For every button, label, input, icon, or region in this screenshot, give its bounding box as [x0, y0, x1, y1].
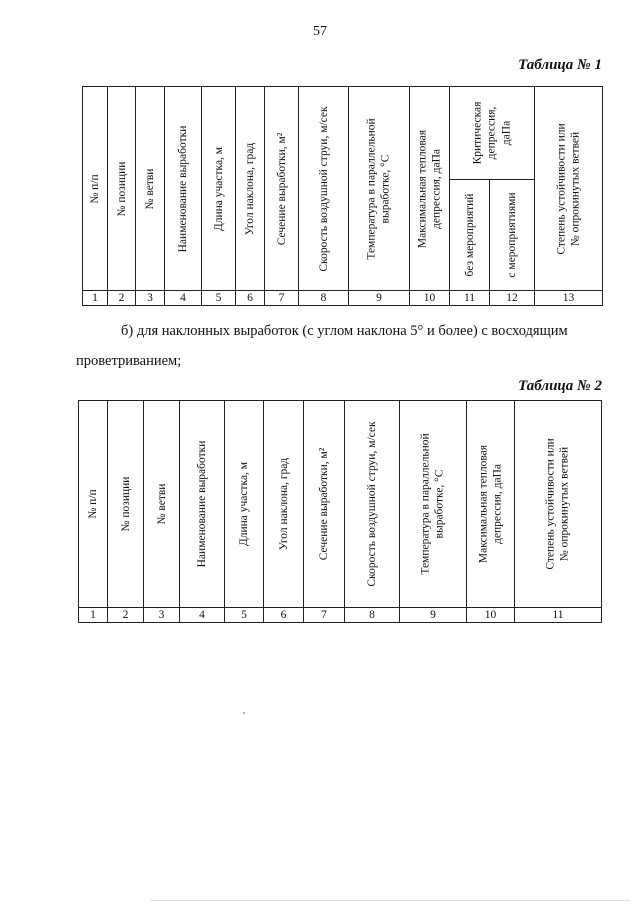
table-2-column-number: 9: [400, 608, 467, 623]
table-1-number-row: [83, 291, 603, 306]
table-1-header-text: Максимальная тепловая депрессия, даПа: [416, 129, 443, 248]
table-2-header-cell: [180, 401, 225, 608]
table-1-header-cell: [236, 87, 265, 291]
table-1-column-number: 2: [108, 291, 136, 306]
table-2-header-cell: [304, 401, 345, 608]
table-1-subheader-cell: [490, 180, 535, 291]
table-2-header-cell: [225, 401, 264, 608]
table-2-header-text: Угол наклона, град: [277, 457, 290, 551]
table-2-header-text: № ветви: [155, 483, 168, 525]
table-1-column-number: 11: [450, 291, 490, 306]
table-1-group-header-text: Критическая депрессия, даПа: [471, 101, 513, 165]
table-1-header-text: Скорость воздушной струи, м/сек: [317, 105, 330, 272]
scan-bottom-edge: [150, 900, 630, 905]
table-1-header-cell: [83, 87, 108, 291]
table-1-header-cell: [165, 87, 202, 291]
table-1-subheader-cell: [450, 180, 490, 291]
table-2-header-cell: [264, 401, 304, 608]
table-1-header-text: № позиции: [115, 161, 128, 216]
paragraph-line-2: проветриванием;: [76, 353, 182, 369]
table-1-column-number: 10: [410, 291, 450, 306]
table-1-subheader-text: с мероприятиями: [505, 192, 518, 278]
table-2-header-cell: [467, 401, 515, 608]
table-1-caption: Таблица № 1: [518, 57, 602, 73]
table-1-group-header-cell: [450, 87, 535, 180]
table-1-header-cell: [136, 87, 165, 291]
table-1: [82, 86, 603, 306]
table-2-header-text: № п/п: [86, 489, 99, 519]
table-1-header-cell: [349, 87, 410, 291]
table-1-header-text: Наименование выработки: [176, 125, 189, 252]
table-2-header-text: Максимальная тепловая депрессия, даПа: [477, 444, 504, 564]
table-2-column-number: 5: [225, 608, 264, 623]
table-2-header-cell: [345, 401, 400, 608]
table-2-header-text: Степень устойчивости или № опрокинутых ветвей: [544, 438, 571, 570]
table-2-header-text: Температура в параллельной выработке, °С: [419, 433, 446, 575]
table-1-header-cell: [535, 87, 603, 291]
table-1-column-number: 12: [490, 291, 535, 306]
table-2-number-row: [79, 608, 602, 623]
table-2-header-text: Сечение выработки, м²: [317, 447, 330, 561]
table-2-column-number: 3: [144, 608, 180, 623]
table-1-column-number: 6: [236, 291, 265, 306]
table-2-caption: Таблица № 2: [518, 378, 602, 394]
table-1-column-number: 3: [136, 291, 165, 306]
table-2-header-cell: [515, 401, 602, 608]
table-1-column-number: 1: [83, 291, 108, 306]
table-1-header-text: Длина участка, м: [212, 146, 225, 231]
table-2-header-text: Скорость воздушной струи, м/сек: [365, 421, 378, 587]
table-1-column-number: 8: [299, 291, 349, 306]
table-1-column-number: 13: [535, 291, 603, 306]
table-1-column-number: 7: [265, 291, 299, 306]
scan-speck: [243, 712, 245, 714]
paragraph-line-1: б) для наклонных выработок (с углом наклона 5° и более) с восходящим: [121, 323, 568, 339]
table-2-header-cell: [79, 401, 108, 608]
table-1-subheader-text: без мероприятий: [463, 193, 476, 277]
table-1-header-cell: [108, 87, 136, 291]
table-2-header-text: Наименование выработки: [195, 440, 208, 568]
table-1-header-cell: [299, 87, 349, 291]
table-2-column-number: 1: [79, 608, 108, 623]
table-1-header-text: № п/п: [88, 173, 101, 204]
table-2-column-number: 6: [264, 608, 304, 623]
table-2-header-cell: [144, 401, 180, 608]
table-1-column-number: 9: [349, 291, 410, 306]
table-1-header-text: Угол наклона, град: [243, 142, 256, 235]
table-1-header-text: Сечение выработки, м²: [275, 132, 288, 245]
table-2-column-number: 4: [180, 608, 225, 623]
table-1-column-number: 4: [165, 291, 202, 306]
table-2-header-text: № позиции: [119, 476, 132, 532]
table-1-header-cell: [410, 87, 450, 291]
table-1-header-text: № ветви: [143, 168, 156, 209]
table-2-header-cell: [108, 401, 144, 608]
table-2-column-number: 2: [108, 608, 144, 623]
table-1-column-number: 5: [202, 291, 236, 306]
table-2-column-number: 10: [467, 608, 515, 623]
table-2: [78, 400, 602, 623]
table-1-header-cell: [202, 87, 236, 291]
table-2-column-number: 11: [515, 608, 602, 623]
table-2-header-cell: [400, 401, 467, 608]
table-2-column-number: 7: [304, 608, 345, 623]
table-1-header-text: Температура в параллельной выработке, °С: [365, 117, 392, 260]
table-1-header-cell: [265, 87, 299, 291]
table-2-column-number: 8: [345, 608, 400, 623]
table-2-header-text: Длина участка, м: [237, 461, 250, 547]
table-1-header-text: Степень устойчивости или № опрокинутых ветвей: [555, 122, 582, 255]
page-number: 57: [313, 24, 327, 39]
